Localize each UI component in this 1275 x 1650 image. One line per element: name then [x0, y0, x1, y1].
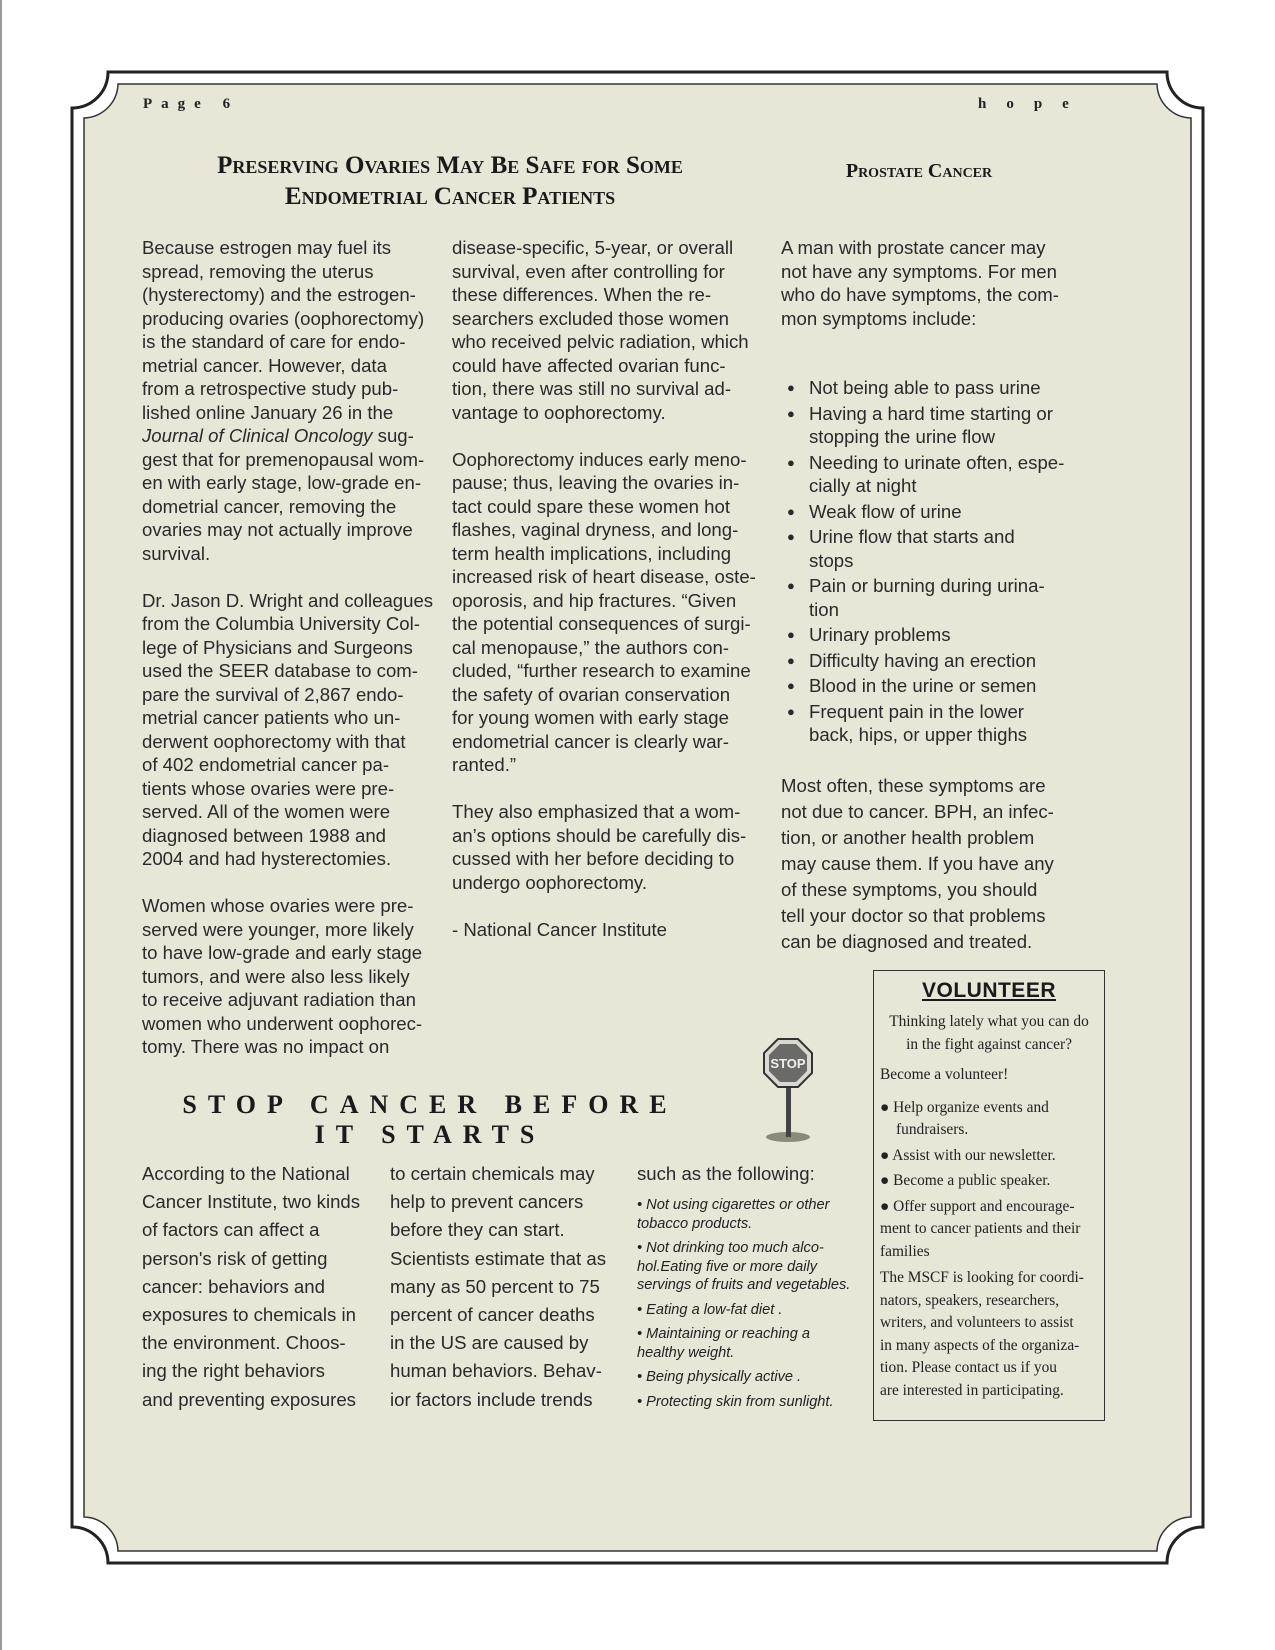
text-line: tell your doctor so that problems — [781, 905, 1046, 926]
text-line: vantage to oophorectomy. — [452, 401, 666, 423]
text-line: in many aspects of the organiza- — [880, 1336, 1080, 1354]
list-item — [781, 525, 1071, 572]
list-item — [880, 1145, 1098, 1168]
list-item-text: • Maintaining or reaching a — [637, 1326, 811, 1343]
list-item-text: stopping the urine flow — [809, 426, 996, 447]
list-item — [637, 1301, 867, 1320]
text-line: percent of cancer deaths — [390, 1304, 595, 1326]
stop-sign-icon — [762, 1037, 818, 1145]
text-line: cancer: behaviors and — [142, 1275, 325, 1297]
text-line: who do have symptoms, the com- — [781, 284, 1059, 305]
ovaries-column-2 — [452, 236, 762, 941]
text-line: survival. — [142, 542, 211, 564]
text-line: are interested in participating. — [880, 1381, 1064, 1399]
list-item-text: ● Become a public speaker. — [880, 1172, 1051, 1189]
ovaries-title-line2: Endometrial Cancer Patients — [284, 183, 616, 210]
list-item-text: back, hips, or upper thighs — [809, 724, 1028, 745]
list-item — [781, 402, 1071, 449]
list-item-text: fundraisers. — [896, 1121, 969, 1138]
list-item — [781, 649, 1071, 673]
stop-title-line2: IT STARTS — [314, 1120, 546, 1149]
text-line: to receive adjuvant radiation than — [142, 989, 416, 1010]
stop-column-1 — [142, 1160, 382, 1414]
ovaries-column-1 — [142, 236, 442, 1059]
text-line: served. All of the women were — [142, 801, 391, 822]
list-item-text: ● Urine flow that starts and — [809, 526, 1015, 547]
text-line: endometrial cancer is clearly war- — [452, 730, 729, 752]
stop-article-title — [140, 1090, 720, 1150]
text-line: Oophorectomy induces early meno- — [452, 448, 747, 470]
text-line: flashes, vaginal dryness, and long- — [452, 519, 739, 540]
text-line: many as 50 percent to 75 — [390, 1275, 600, 1297]
text-line: tumors, and were also less likely — [142, 965, 410, 987]
stop-tips-list — [637, 1196, 867, 1411]
list-item — [637, 1368, 867, 1387]
list-item — [781, 674, 1071, 698]
list-item — [781, 500, 1071, 524]
volunteer-intro — [880, 1011, 1098, 1056]
text-line: ovaries may not actually improve — [142, 519, 413, 540]
text-line: before they can start. — [390, 1219, 565, 1241]
list-item-text: servings of fruits and vegetables. — [637, 1277, 851, 1294]
text-line: women who underwent oophorec- — [142, 1012, 423, 1034]
text-line: from the Columbia University Col- — [142, 613, 420, 634]
list-item-text: ● Urinary problems — [809, 624, 951, 645]
text-line: tact could spare these women hot — [452, 495, 731, 517]
list-item-text: tobacco products. — [637, 1215, 753, 1232]
list-item-text: • Protecting skin from sunlight. — [637, 1393, 834, 1410]
text-line: survival, even after controlling for — [452, 260, 725, 282]
text-line: A man with prostate cancer may — [781, 237, 1046, 258]
text-line: pare the survival of 2,867 endo- — [142, 683, 404, 705]
text-line: metrial cancer patients who un- — [142, 707, 401, 728]
text-line: not due to cancer. BPH, an infec- — [781, 801, 1054, 822]
text-line: nators, speakers, researchers, — [880, 1291, 1060, 1309]
text-line: Thinking lately what you can do — [889, 1013, 1089, 1030]
list-item-text: cially at night — [809, 475, 917, 496]
list-item-text: ● Help organize events and — [880, 1098, 1049, 1116]
volunteer-box — [873, 970, 1105, 1421]
text-line: used the SEER database to com- — [142, 660, 418, 681]
text-line: ior factors include trends — [390, 1388, 593, 1410]
text-line: for young women with early stage — [452, 707, 729, 728]
list-item — [637, 1239, 867, 1295]
paragraph-gap — [142, 565, 442, 589]
text-line: lege of Physicians and Surgeons — [142, 636, 413, 658]
prostate-intro — [781, 236, 1071, 330]
text-line: tion, there was still no survival ad- — [452, 378, 732, 399]
text-line: mon symptoms include: — [781, 307, 977, 329]
text-line: spread, removing the uterus — [142, 260, 374, 282]
stop-sign-text: STOP — [770, 1056, 806, 1071]
volunteer-footer — [880, 1267, 1098, 1402]
list-item — [637, 1393, 867, 1412]
text-line: Dr. Jason D. Wright and colleagues — [142, 589, 434, 611]
paragraph-gap — [452, 424, 762, 448]
text-line: the potential consequences of surgi- — [452, 613, 751, 634]
stop-title-line1: STOP CANCER BEFORE — [182, 1090, 678, 1119]
text-line: of these symptoms, you should — [781, 879, 1038, 900]
text-line: cal menopause,” the authors con- — [452, 636, 729, 658]
list-item-text: hol.Eating five or more daily — [637, 1258, 818, 1275]
text-line — [142, 424, 442, 448]
text-line: tients whose ovaries were pre- — [142, 777, 395, 799]
text-line: not have any symptoms. For men — [781, 260, 1057, 282]
list-item — [781, 376, 1071, 400]
list-item — [781, 451, 1071, 498]
list-item-text: • Being physically active . — [637, 1369, 802, 1386]
text-line: 2004 and had hysterectomies. — [142, 848, 392, 869]
prostate-outro — [781, 773, 1071, 955]
text-line: derwent oophorectomy with that — [142, 730, 406, 752]
list-item-text: ● Difficulty having an erection — [809, 649, 1037, 671]
text-line: Women whose ovaries were pre- — [142, 895, 414, 916]
text-line: the environment. Choos- — [142, 1332, 346, 1354]
text-line: human behaviors. Behav- — [390, 1360, 602, 1382]
paragraph-gap — [452, 777, 762, 801]
text-line: who received pelvic radiation, which — [452, 331, 749, 352]
text-line: producing ovaries (oophorectomy) — [142, 307, 425, 329]
list-item — [637, 1325, 867, 1362]
text-line: in the US are caused by — [390, 1332, 589, 1354]
text-line: increased risk of heart disease, oste- — [452, 566, 756, 587]
list-item-text: ● Assist with our newsletter. — [880, 1146, 1056, 1164]
list-item-text: families — [880, 1242, 930, 1260]
text-line: these differences. When the re- — [452, 284, 712, 305]
text-line: en with early stage, low-grade en- — [142, 472, 422, 493]
text-line: tion. Please contact us if you — [880, 1359, 1057, 1376]
list-item — [880, 1170, 1098, 1193]
text-line: is the standard of care for endo- — [142, 331, 406, 352]
list-item-text: stops — [809, 549, 854, 571]
list-item-text: ● Offer support and encourage- — [880, 1197, 1075, 1215]
text-line: may cause them. If you have any — [781, 853, 1054, 874]
list-item-text: ● Needing to urinate often, espe- — [809, 451, 1065, 473]
text-line: an’s options should be carefully dis- — [452, 824, 747, 846]
list-item-text: ● Frequent pain in the lower — [809, 700, 1024, 722]
text-line: disease-specific, 5-year, or overall — [452, 237, 734, 258]
list-item-text: healthy weight. — [637, 1344, 735, 1361]
text-line: According to the National — [142, 1163, 350, 1184]
text-line: of 402 endometrial cancer pa- — [142, 754, 390, 775]
list-item-text: • Not using cigarettes or other — [637, 1197, 830, 1214]
text-line: to certain chemicals may — [390, 1163, 595, 1184]
stop-col3-intro: such as the following: — [637, 1163, 815, 1184]
text-line: served were younger, more likely — [142, 918, 414, 940]
text-line: They also emphasized that a wom- — [452, 801, 741, 822]
list-item-text: ● Blood in the urine or semen — [809, 675, 1037, 696]
text-line: of factors can affect a — [142, 1219, 320, 1241]
list-item-text: ● Weak flow of urine — [809, 500, 962, 522]
page-edge-rule — [0, 0, 2, 1650]
list-item — [781, 623, 1071, 647]
ovaries-title-line1: Preserving Ovaries May Be Safe for Some — [217, 152, 683, 179]
prostate-article-body — [781, 236, 1071, 749]
list-item-text: • Not drinking too much alco- — [637, 1240, 824, 1257]
ovaries-article-title — [140, 150, 760, 212]
text-line: and preventing exposures — [142, 1388, 356, 1410]
text-line: searchers excluded those women — [452, 307, 729, 329]
newsletter-name: hope — [978, 96, 1089, 112]
volunteer-items — [880, 1097, 1098, 1264]
text-line: tomy. There was no impact on — [142, 1036, 390, 1057]
paragraph-gap — [452, 894, 762, 918]
text-line: could have affected ovarian func- — [452, 354, 726, 376]
list-item — [637, 1196, 867, 1233]
text-line: person's risk of getting — [142, 1247, 328, 1269]
list-item — [781, 700, 1071, 747]
text-line: can be diagnosed and treated. — [781, 931, 1033, 952]
list-item-text: ● Not being able to pass urine — [809, 377, 1041, 398]
text-line: pause; thus, leaving the ovaries in- — [452, 472, 740, 493]
text-line: gest that for premenopausal wom- — [142, 448, 425, 470]
prostate-article-title: Prostate Cancer — [845, 160, 993, 182]
list-item-text: • Eating a low-fat diet . — [637, 1301, 783, 1318]
text-line: Most often, these symptoms are — [781, 775, 1046, 796]
text-line: Scientists estimate that as — [390, 1247, 606, 1269]
paragraph-gap — [142, 871, 442, 895]
list-item-text: ● Pain or burning during urina- — [809, 575, 1045, 596]
text-line: writers, and volunteers to assist — [880, 1314, 1074, 1331]
stop-column-2 — [390, 1160, 630, 1414]
list-item — [880, 1196, 1098, 1264]
text-line: oporosis, and hip fractures. “Given — [452, 589, 737, 611]
text-line: dometrial cancer, removing the — [142, 495, 397, 517]
text-line: undergo oophorectomy. — [452, 871, 648, 893]
text-line: the safety of ovarian conservation — [452, 683, 731, 705]
text-line: Cancer Institute, two kinds — [142, 1191, 361, 1213]
stop-column-3 — [637, 1160, 867, 1417]
text-line: help to prevent cancers — [390, 1191, 584, 1213]
journal-title: Journal of Clinical Oncology — [142, 425, 373, 446]
prostate-symptom-list — [781, 376, 1071, 747]
text-fragment: sug- — [372, 425, 414, 446]
page-number: Page 6 — [143, 96, 240, 112]
text-line: term health implications, including — [452, 542, 732, 564]
text-line: to have low-grade and early stage — [142, 942, 423, 963]
volunteer-title: VOLUNTEER — [921, 979, 1056, 1002]
text-line: The MSCF is looking for coordi- — [880, 1269, 1084, 1286]
text-line: cluded, “further research to examine — [452, 660, 751, 681]
text-line: ranted.” — [452, 754, 517, 775]
volunteer-cta: Become a volunteer! — [880, 1066, 1009, 1083]
text-line: cussed with her before deciding to — [452, 848, 735, 869]
text-line: (hysterectomy) and the estrogen- — [142, 284, 416, 305]
text-line: Because estrogen may fuel its — [142, 237, 392, 258]
text-line: in the fight against cancer? — [906, 1035, 1072, 1053]
list-item-text: tion — [809, 598, 839, 620]
text-line: lished online January 26 in the — [142, 401, 394, 423]
text-line: diagnosed between 1988 and — [142, 824, 386, 846]
text-line: exposures to chemicals in — [142, 1304, 356, 1326]
list-item — [880, 1097, 1098, 1142]
text-line: from a retrospective study pub- — [142, 378, 399, 399]
text-line: tion, or another health problem — [781, 827, 1035, 848]
text-line: - National Cancer Institute — [452, 918, 667, 940]
list-item — [781, 574, 1071, 621]
text-line: ing the right behaviors — [142, 1360, 325, 1382]
list-item-text: ment to cancer patients and their — [880, 1220, 1081, 1237]
text-line: metrial cancer. However, data — [142, 354, 387, 376]
list-item-text: ● Having a hard time starting or — [809, 402, 1053, 424]
